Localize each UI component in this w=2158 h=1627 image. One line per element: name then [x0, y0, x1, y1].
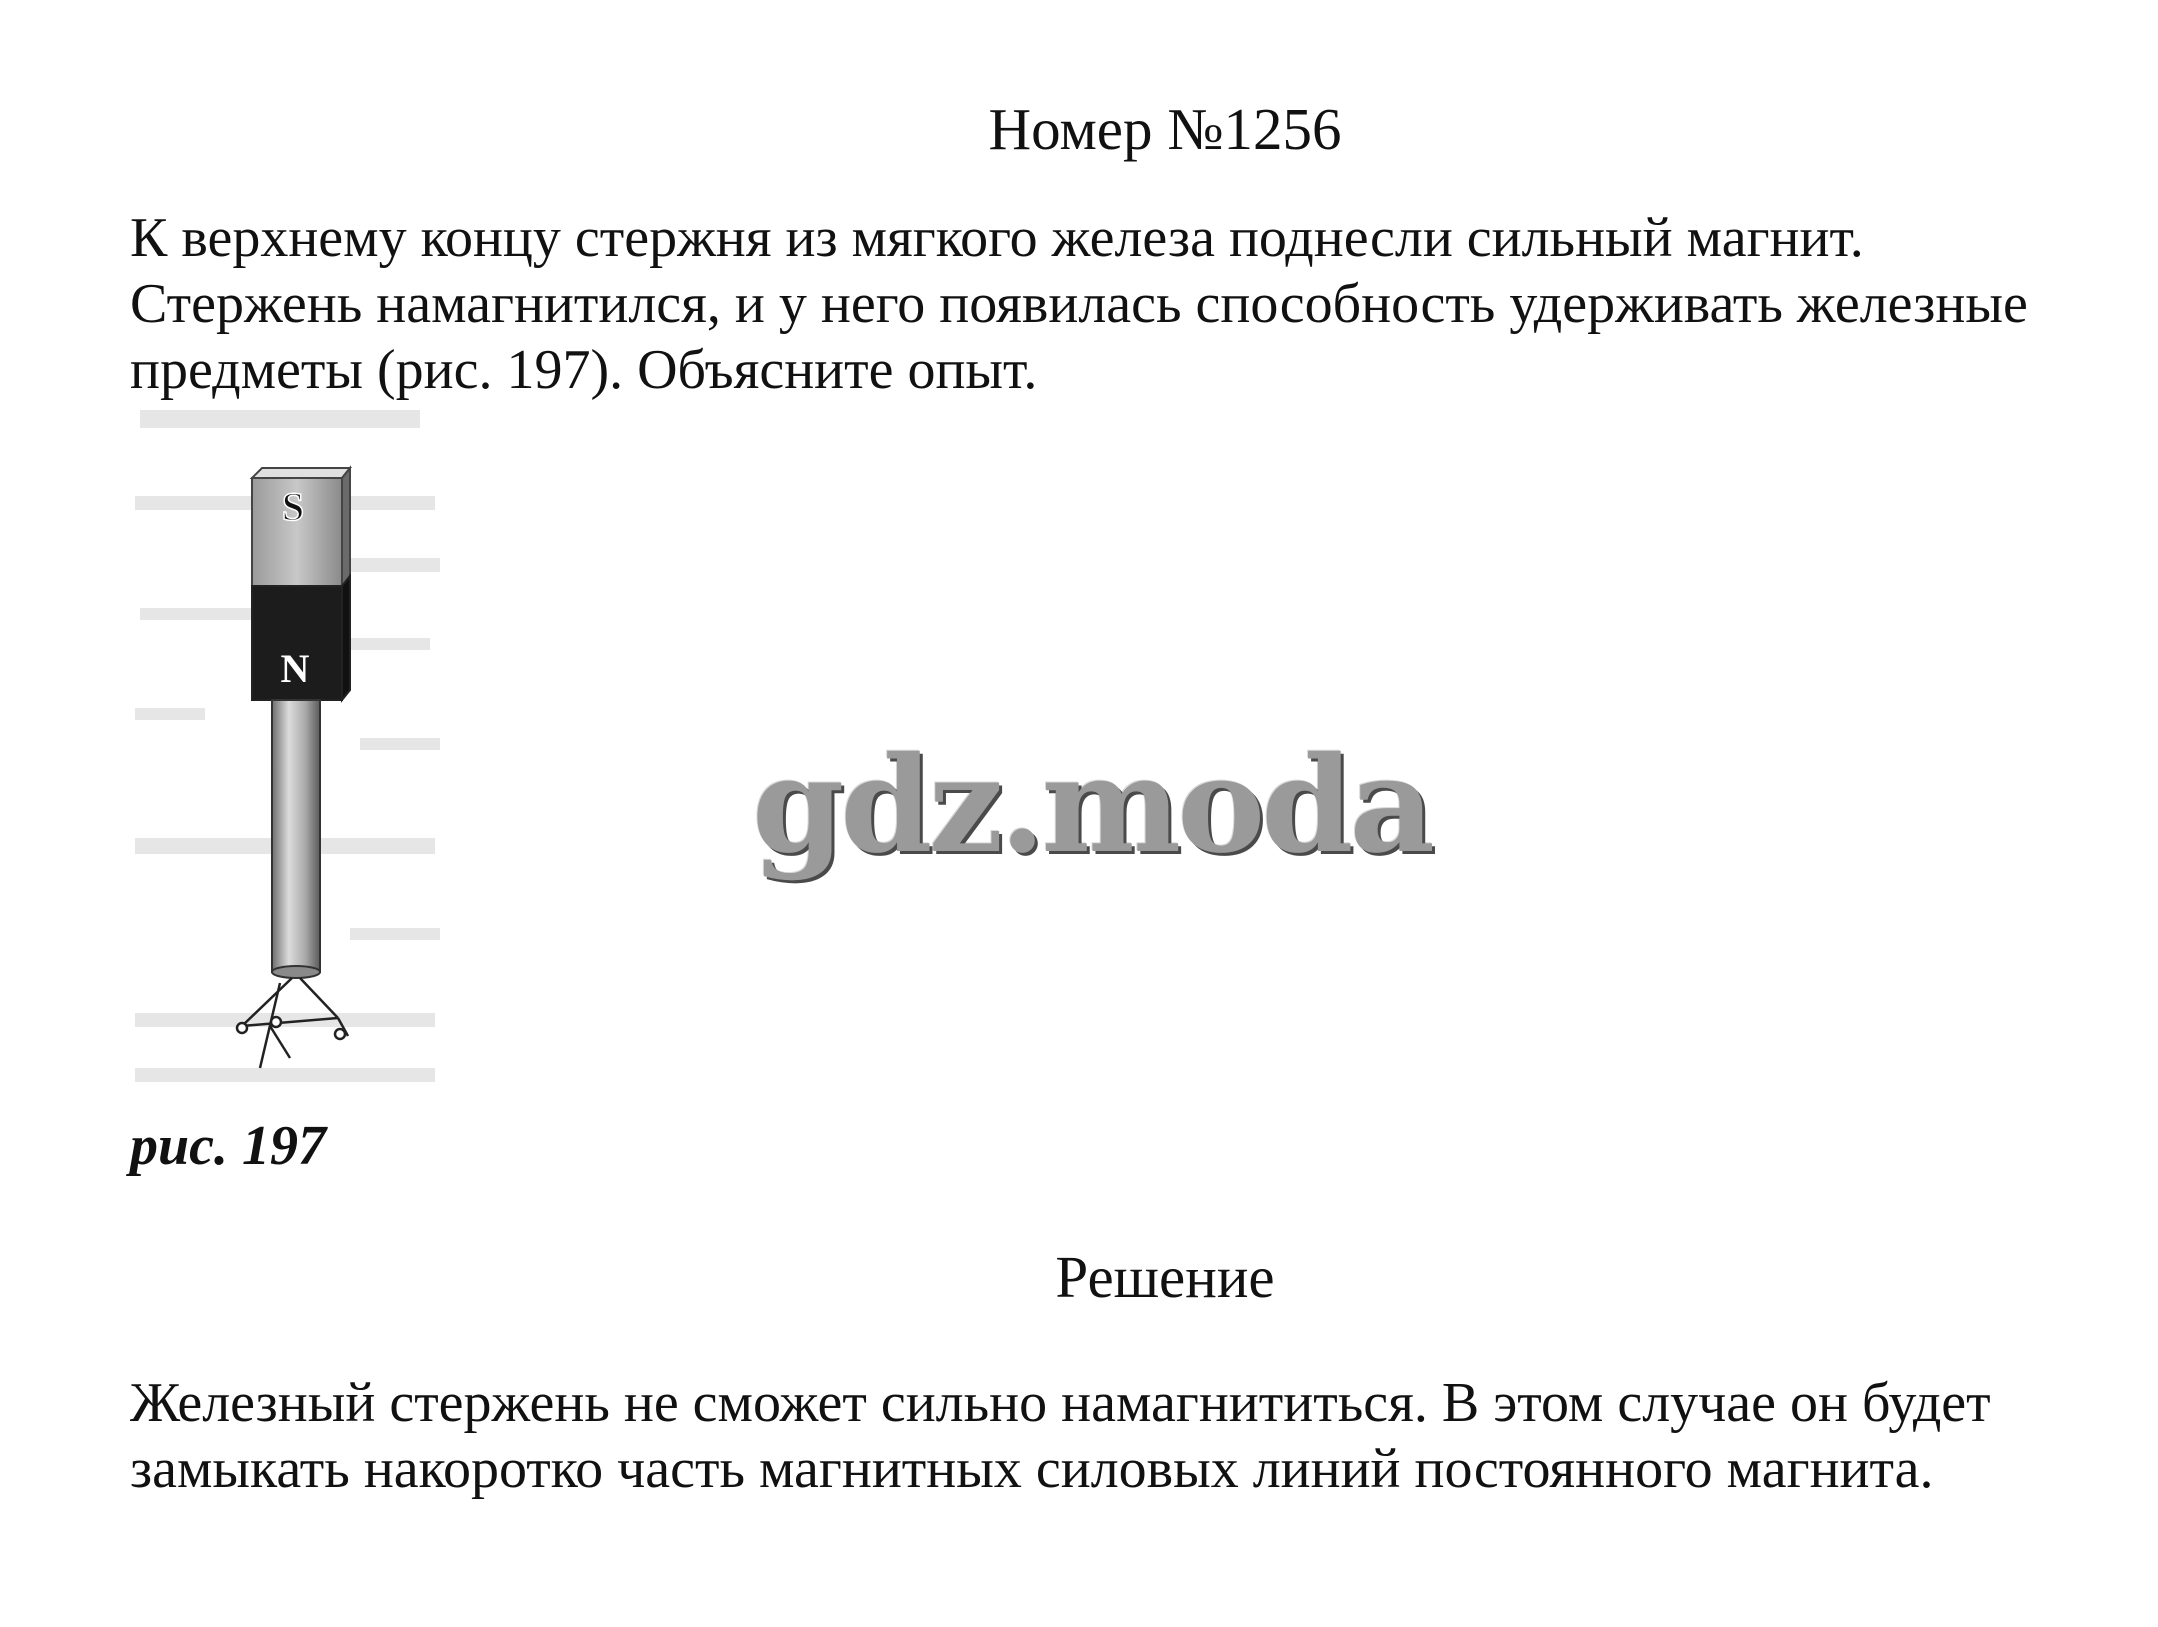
task-text: К верхнему концу стержня из мягкого железа поднесли сильный магнит. Стержень намагнитился, и у него появилась способность удерживать железные предметы (рис. 197). Объясните опыт. [130, 207, 2028, 401]
solution-heading: Решение [1055, 1244, 1275, 1310]
iron-rod [272, 700, 320, 972]
watermark-logo: gdz.moda [752, 728, 1432, 883]
s-pole-label: S [281, 484, 305, 529]
magnet-illustration [130, 408, 445, 1108]
page-title: Номер №1256 [988, 96, 1342, 162]
figure-magnet-rod [130, 408, 445, 1108]
figure-caption: рис. 197 [130, 1115, 326, 1177]
solution-text: Железный стержень не сможет сильно намагнититься. В этом случае он будет замыкать накоротко часть магнитных силовых линий постоянного магнита. [130, 1372, 1991, 1500]
n-pole-label: N [280, 646, 310, 691]
